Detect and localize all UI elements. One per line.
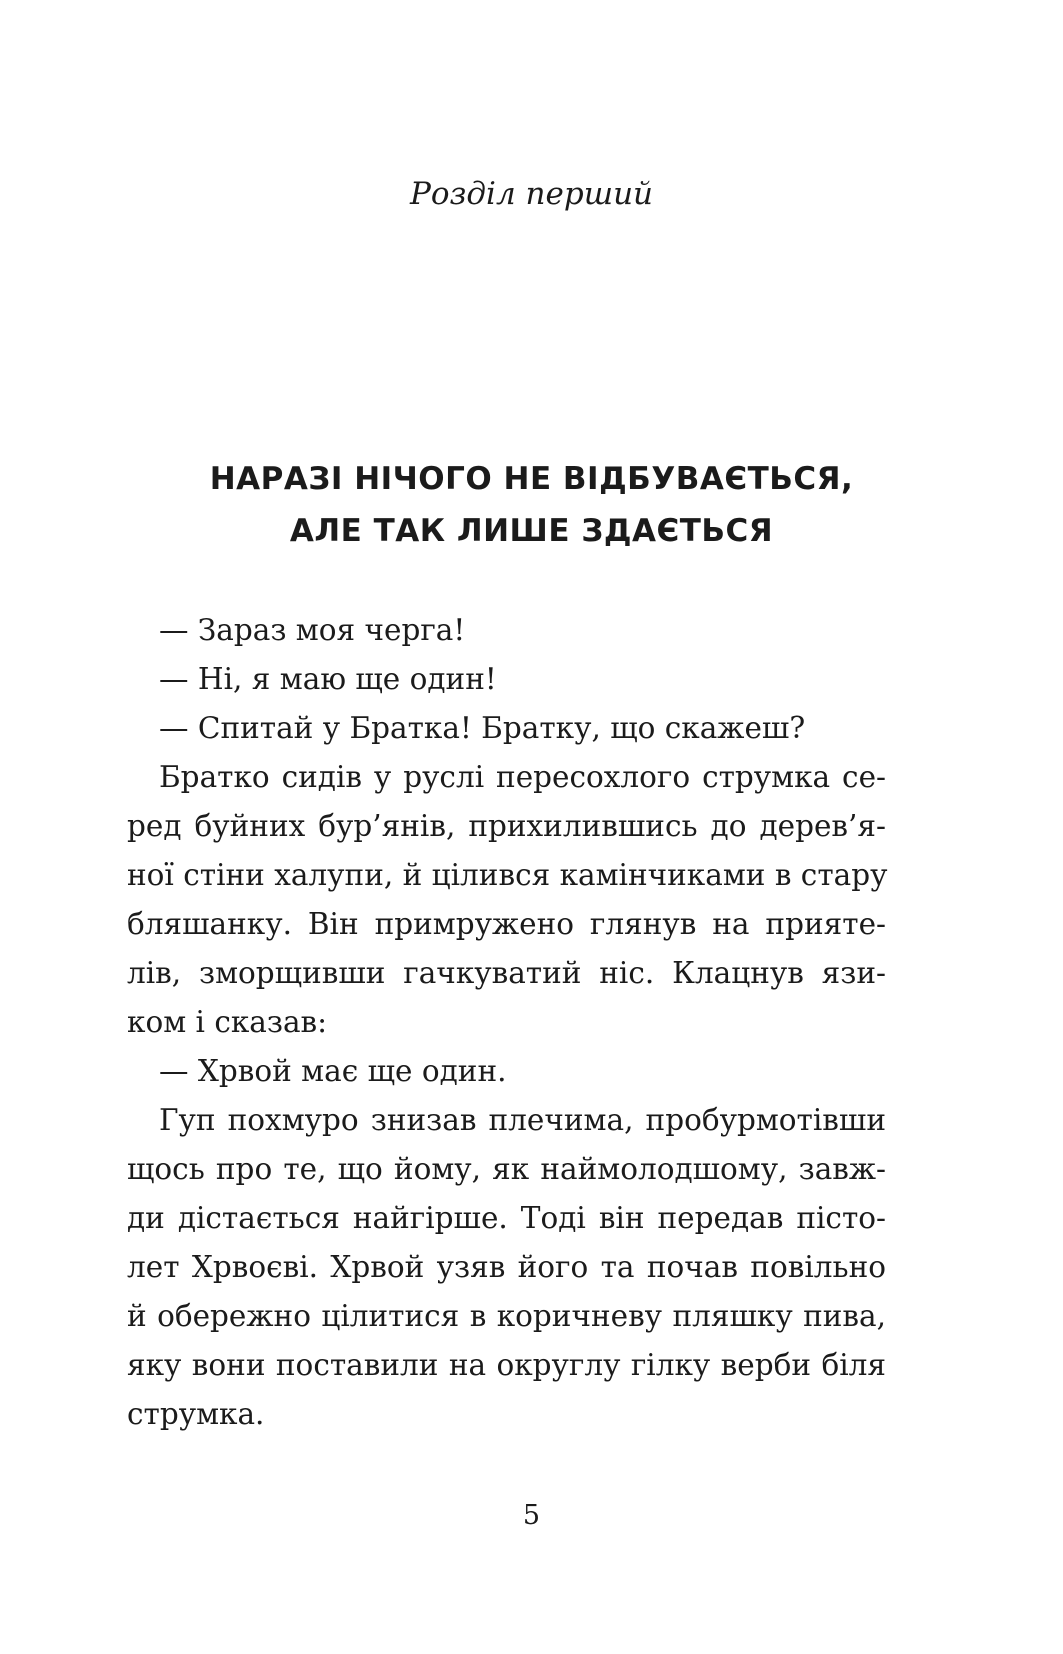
chapter-label: Розділ перший <box>409 176 654 212</box>
paragraph-line: Братко сидів у руслі пересохлого струмка се- <box>159 760 886 794</box>
paragraph-line: й обережно цілитися в коричневу пляшку пива, <box>127 1299 886 1333</box>
paragraph-line: лет Хрвоєві. Хрвой узяв його та почав повільно <box>127 1250 886 1284</box>
paragraph-line: щось про те, що йому, як наймолодшому, завж- <box>127 1152 886 1186</box>
dialogue-line: — Спитай у Братка! Братку, що скажеш? <box>159 711 806 745</box>
chapter-title-line-1: НАРАЗІ НІЧОГО НЕ ВІДБУВАЄТЬСЯ, <box>209 461 854 497</box>
paragraph-line: бляшанку. Він примружено глянув на прияте- <box>127 907 886 941</box>
dialogue-line: — Хрвой має ще один. <box>159 1054 507 1088</box>
paragraph-line: яку вони поставили на округлу гілку верби біля <box>127 1348 886 1382</box>
dialogue-line: — Зараз моя черга! <box>159 613 466 647</box>
paragraph-line: струмка. <box>127 1397 265 1431</box>
paragraph-line: ком і сказав: <box>127 1005 328 1039</box>
dialogue-line: — Ні, я маю ще один! <box>159 662 497 696</box>
chapter-title-line-2: АЛЕ ТАК ЛИШЕ ЗДАЄТЬСЯ <box>289 513 774 549</box>
paragraph-line: лів, зморщивши гачкуватий ніс. Клацнув язи- <box>127 956 886 990</box>
paragraph-line: Гуп похмуро знизав плечима, пробурмотівши <box>159 1103 886 1137</box>
paragraph-line: ди дістається найгірше. Тоді він передав пісто- <box>127 1201 886 1235</box>
paragraph-line: ної стіни халупи, й цілився камінчиками в стару <box>127 858 888 892</box>
page-number: 5 <box>522 1500 541 1531</box>
paragraph-line: ред буйних бур’янів, прихилившись до дерев’я- <box>127 809 886 843</box>
